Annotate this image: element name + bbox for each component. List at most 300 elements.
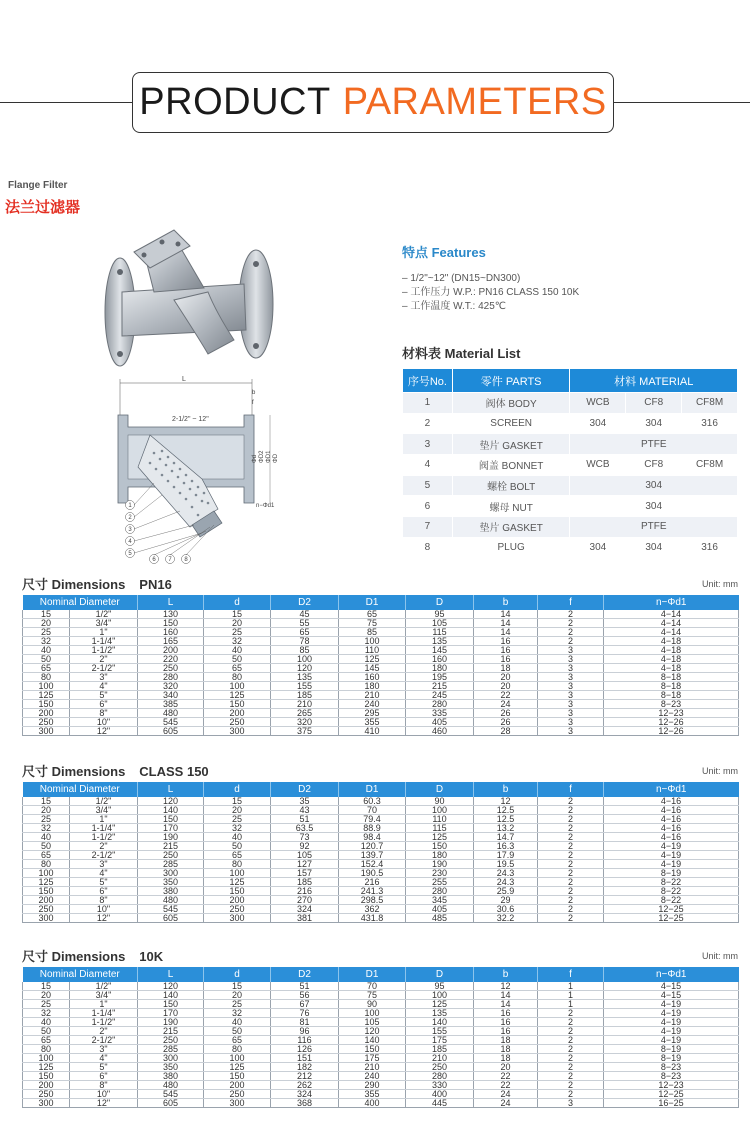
dimension-cell: 125: [406, 833, 474, 842]
dimension-row: [23, 1045, 739, 1054]
dimension-cell: 16: [474, 1027, 538, 1036]
dimension-table: [22, 967, 739, 1108]
dimension-cell: 185: [406, 1045, 474, 1054]
dimension-cell: 90: [406, 797, 474, 806]
dimension-cell: 88.9: [339, 824, 406, 833]
dimension-cell: 362: [339, 905, 406, 914]
dimension-header: b: [474, 967, 538, 982]
dimension-header: D1: [339, 595, 406, 610]
dimension-cell: 4−19: [604, 851, 739, 860]
dimension-cell: 50: [204, 655, 271, 664]
dimension-row: [23, 869, 739, 878]
material-row: [403, 517, 738, 538]
dimension-header: D1: [339, 782, 406, 797]
dimension-cell: 3: [538, 1099, 604, 1108]
dimension-cell: 8−19: [604, 869, 739, 878]
dimension-row: [23, 887, 739, 896]
dimension-cell: 50: [23, 842, 70, 851]
dimension-cell: 250: [138, 851, 204, 860]
part-callout-2: 2: [128, 515, 132, 521]
dimension-cell: 20: [204, 806, 271, 815]
dimension-cell: 10": [70, 1090, 138, 1099]
dimension-header: Nominal Diameter: [23, 595, 138, 610]
dimension-cell: 6": [70, 887, 138, 896]
dimension-cell: 14: [474, 628, 538, 637]
dimension-cell: 200: [138, 646, 204, 655]
dimension-cell: 2: [538, 1018, 604, 1027]
dimension-cell: 4−16: [604, 806, 739, 815]
dimension-row: [23, 1027, 739, 1036]
dimension-cell: 13.2: [474, 824, 538, 833]
dimension-cell: 215: [406, 682, 474, 691]
dimension-header: f: [538, 967, 604, 982]
dimension-cell: 3: [538, 718, 604, 727]
dimension-cell: 43: [271, 806, 339, 815]
dimension-cell: 125: [23, 691, 70, 700]
dimension-cell: 60.3: [339, 797, 406, 806]
dimension-cell: 255: [406, 878, 474, 887]
dimension-cell: 300: [138, 1054, 204, 1063]
dim-label-d: Φd: [252, 454, 258, 463]
dimension-cell: 51: [271, 982, 339, 991]
dimension-cell: 8": [70, 709, 138, 718]
material-no: 2: [403, 413, 453, 434]
page-title-word-1: PRODUCT: [139, 81, 331, 123]
dimension-cell: 250: [138, 1036, 204, 1045]
dimension-cell: 12.5: [474, 806, 538, 815]
material-part: 垫片 GASKET: [452, 517, 570, 538]
dimension-cell: 80: [23, 1045, 70, 1054]
dimension-row: [23, 833, 739, 842]
dimension-cell: 298.5: [339, 896, 406, 905]
material-no: 5: [403, 475, 453, 496]
dimension-cell: 4−14: [604, 610, 739, 619]
dimension-cell: 335: [406, 709, 474, 718]
dimension-cell: 155: [271, 682, 339, 691]
dimension-cell: 40: [204, 1018, 271, 1027]
dimension-cell: 140: [138, 991, 204, 1000]
dimension-row: [23, 1090, 739, 1099]
dimension-cell: 3: [538, 655, 604, 664]
dimension-cell: 16.3: [474, 842, 538, 851]
dim-label-D2: ΦD2: [259, 450, 265, 463]
dimension-cell: 120: [339, 1027, 406, 1036]
material-no: 1: [403, 393, 453, 414]
dimension-cell: 3/4": [70, 806, 138, 815]
dimension-cell: 127: [271, 860, 339, 869]
dimension-title: 尺寸 Dimensions: [22, 949, 126, 964]
dimension-cell: 15: [23, 610, 70, 619]
dimension-cell: 3: [538, 664, 604, 673]
dimension-cell: 150: [204, 1072, 271, 1081]
dimension-cell: 216: [339, 878, 406, 887]
dimension-cell: 160: [138, 628, 204, 637]
dimension-cell: 15: [204, 982, 271, 991]
dimension-cell: 8−23: [604, 1072, 739, 1081]
dimension-cell: 3: [538, 646, 604, 655]
dimension-cell: 2: [538, 1009, 604, 1018]
dimension-cell: 355: [339, 1090, 406, 1099]
dimension-cell: 81: [271, 1018, 339, 1027]
dimension-cell: 175: [339, 1054, 406, 1063]
dimension-cell: 2: [538, 1036, 604, 1045]
dimension-cell: 65: [339, 610, 406, 619]
dimension-cell: 3": [70, 1045, 138, 1054]
dimension-cell: 2: [538, 1072, 604, 1081]
dimension-cell: 210: [339, 1063, 406, 1072]
dimension-unit: Unit: mm: [702, 579, 738, 589]
dimension-cell: 2: [538, 1090, 604, 1099]
dimension-cell: 150: [138, 815, 204, 824]
dimension-cell: 110: [406, 815, 474, 824]
dimension-row: [23, 991, 739, 1000]
dimension-cell: 460: [406, 727, 474, 736]
dimension-row: [23, 646, 739, 655]
dimension-cell: 51: [271, 815, 339, 824]
dimension-cell: 216: [271, 887, 339, 896]
dimension-cell: 160: [406, 655, 474, 664]
dimension-cell: 40: [23, 1018, 70, 1027]
dimension-cell: 24.3: [474, 869, 538, 878]
dimension-cell: 135: [406, 637, 474, 646]
dimension-row: [23, 860, 739, 869]
dimension-cell: 265: [271, 709, 339, 718]
material-value: WCB: [570, 455, 626, 476]
dimension-cell: 80: [23, 673, 70, 682]
dimension-cell: 4−18: [604, 646, 739, 655]
dimension-cell: 3": [70, 673, 138, 682]
dimension-cell: 150: [406, 842, 474, 851]
dimension-cell: 605: [138, 1099, 204, 1108]
dimension-cell: 100: [406, 991, 474, 1000]
dimension-cell: 105: [271, 851, 339, 860]
dimension-cell: 120: [138, 797, 204, 806]
material-value: 316: [682, 413, 738, 434]
dimension-cell: 98.4: [339, 833, 406, 842]
dimension-cell: 280: [406, 1072, 474, 1081]
material-value: CF8M: [682, 393, 738, 414]
dim-label-b: b: [252, 390, 256, 396]
dimension-cell: 8−18: [604, 673, 739, 682]
dimension-row: [23, 851, 739, 860]
dimension-cell: 2: [538, 815, 604, 824]
dimension-cell: 14: [474, 619, 538, 628]
dimension-cell: 2": [70, 842, 138, 851]
dimension-header: d: [204, 967, 271, 982]
dimension-cell: 350: [138, 1063, 204, 1072]
dimension-cell: 210: [406, 1054, 474, 1063]
dimension-cell: 2": [70, 1027, 138, 1036]
dimension-cell: 4−18: [604, 637, 739, 646]
dimension-cell: 4−19: [604, 1036, 739, 1045]
dimension-cell: 40: [23, 646, 70, 655]
dimension-cell: 24.3: [474, 878, 538, 887]
dimension-cell: 32: [23, 637, 70, 646]
dimension-cell: 2: [538, 1063, 604, 1072]
dimension-cell: 4−19: [604, 1018, 739, 1027]
dimension-cell: 300: [23, 1099, 70, 1108]
dimension-cell: 605: [138, 727, 204, 736]
dimension-cell: 20: [23, 991, 70, 1000]
dimension-row: [23, 691, 739, 700]
dimension-header: L: [138, 967, 204, 982]
dimension-cell: 40: [204, 833, 271, 842]
dimension-row: [23, 896, 739, 905]
dimension-cell: 1-1/4": [70, 637, 138, 646]
dimension-cell: 115: [406, 824, 474, 833]
dimension-cell: 2: [538, 637, 604, 646]
feature-item: – 工作温度 W.T.: 425℃: [402, 301, 507, 312]
dimension-cell: 50: [23, 1027, 70, 1036]
dim-label-f: f: [252, 400, 254, 406]
dimension-row: [23, 878, 739, 887]
dimension-cell: 215: [138, 1027, 204, 1036]
material-value: 304: [626, 413, 682, 434]
dimension-cell: 100: [23, 1054, 70, 1063]
dimension-cell: 2: [538, 878, 604, 887]
dimension-cell: 320: [271, 718, 339, 727]
dimension-cell: 8−19: [604, 1054, 739, 1063]
material-value: CF8M: [682, 455, 738, 476]
dimension-cell: 605: [138, 914, 204, 923]
dimension-cell: 25: [23, 628, 70, 637]
dimension-header: D: [406, 595, 474, 610]
dimension-cell: 32.2: [474, 914, 538, 923]
dimension-cell: 4−18: [604, 664, 739, 673]
dimension-cell: 1/2": [70, 982, 138, 991]
dimension-cell: 12.5: [474, 815, 538, 824]
dimension-cell: 70: [339, 806, 406, 815]
dimension-cell: 12: [474, 797, 538, 806]
dimension-header: b: [474, 595, 538, 610]
dimension-cell: 212: [271, 1072, 339, 1081]
dimension-cell: 3: [538, 727, 604, 736]
material-row: [403, 434, 738, 455]
dimension-cell: 100: [339, 1009, 406, 1018]
dimension-cell: 12": [70, 914, 138, 923]
dimension-row: [23, 1081, 739, 1090]
dimension-cell: 185: [271, 691, 339, 700]
dimension-cell: 285: [138, 860, 204, 869]
dimension-cell: 120: [271, 664, 339, 673]
dimension-cell: 4": [70, 869, 138, 878]
dimension-cell: 250: [23, 718, 70, 727]
dimension-cell: 100: [23, 682, 70, 691]
dimension-cell: 25.9: [474, 887, 538, 896]
material-value: CF8: [626, 455, 682, 476]
dimension-cell: 215: [138, 842, 204, 851]
dimension-cell: 140: [406, 1018, 474, 1027]
dimension-cell: 28: [474, 727, 538, 736]
dimension-cell: 5": [70, 878, 138, 887]
dimension-cell: 2: [538, 1045, 604, 1054]
dimension-cell: 100: [339, 637, 406, 646]
dimension-cell: 125: [339, 655, 406, 664]
dimension-cell: 20: [474, 1063, 538, 1072]
material-part: SCREEN: [452, 413, 570, 434]
dimension-cell: 250: [204, 1090, 271, 1099]
dimension-cell: 125: [204, 1063, 271, 1072]
dimension-cell: 16: [474, 646, 538, 655]
dimension-cell: 245: [406, 691, 474, 700]
dimension-header: f: [538, 782, 604, 797]
dimension-standard: 10K: [139, 949, 164, 964]
dimension-header: D1: [339, 967, 406, 982]
dimension-cell: 4−14: [604, 619, 739, 628]
banner-line-right: [614, 102, 750, 103]
dimension-cell: 12−25: [604, 905, 739, 914]
part-callout-1: 1: [128, 503, 132, 509]
dimension-cell: 50: [23, 655, 70, 664]
dimension-cell: 290: [339, 1081, 406, 1090]
dimension-cell: 16: [474, 655, 538, 664]
dimension-cell: 12−26: [604, 727, 739, 736]
dimension-cell: 150: [204, 700, 271, 709]
dimension-cell: 32: [23, 1009, 70, 1018]
material-row: [403, 475, 738, 496]
dimension-header: L: [138, 782, 204, 797]
dimension-row: [23, 637, 739, 646]
dimension-cell: 85: [271, 646, 339, 655]
dimension-cell: 200: [23, 709, 70, 718]
material-part: 螺母 NUT: [452, 496, 570, 517]
dimension-cell: 79.4: [339, 815, 406, 824]
feature-item: – 1/2"~12" (DN15~DN300): [402, 273, 521, 284]
dimension-cell: 340: [138, 691, 204, 700]
dimension-cell: 65: [204, 1036, 271, 1045]
dimension-cell: 262: [271, 1081, 339, 1090]
dimension-header: d: [204, 595, 271, 610]
material-row: [403, 496, 738, 517]
dimension-cell: 1-1/2": [70, 1018, 138, 1027]
dimension-cell: 125: [406, 1000, 474, 1009]
dimension-unit: Unit: mm: [702, 766, 738, 776]
dimension-cell: 145: [339, 664, 406, 673]
dimension-unit: Unit: mm: [702, 951, 738, 961]
material-value: 304: [570, 413, 626, 434]
material-part: 阀体 BODY: [452, 393, 570, 414]
material-no: 6: [403, 496, 453, 517]
dimension-cell: 12−23: [604, 1081, 739, 1090]
dimension-cell: 200: [23, 1081, 70, 1090]
dimension-cell: 3/4": [70, 619, 138, 628]
dimension-cell: 1/2": [70, 610, 138, 619]
dimension-cell: 20: [204, 619, 271, 628]
dimension-row: [23, 1054, 739, 1063]
material-value: PTFE: [570, 434, 738, 455]
dimension-cell: 480: [138, 896, 204, 905]
dimension-table: [22, 595, 739, 736]
dimension-cell: 67: [271, 1000, 339, 1009]
dimension-cell: 280: [406, 700, 474, 709]
dimension-cell: 1": [70, 628, 138, 637]
dimension-cell: 18: [474, 1036, 538, 1045]
dimension-cell: 355: [339, 718, 406, 727]
dimension-cell: 220: [138, 655, 204, 664]
dim-label-bolt-holes: n−Φd1: [256, 503, 275, 509]
dimension-cell: 55: [271, 619, 339, 628]
material-part: 螺栓 BOLT: [452, 475, 570, 496]
dimension-cell: 152.4: [339, 860, 406, 869]
dimension-cell: 150: [138, 1000, 204, 1009]
dimension-cell: 120: [138, 982, 204, 991]
product-name-cn: 法兰过滤器: [5, 199, 81, 216]
dimension-section-title: [22, 761, 209, 780]
dimension-cell: 368: [271, 1099, 339, 1108]
dimension-cell: 2: [538, 887, 604, 896]
dimension-cell: 135: [271, 673, 339, 682]
dimension-cell: 18: [474, 1054, 538, 1063]
dimension-cell: 8−22: [604, 878, 739, 887]
dimension-cell: 15: [23, 797, 70, 806]
dimension-section-title: [22, 574, 172, 593]
features-list: [402, 272, 579, 314]
dimension-cell: 3: [538, 673, 604, 682]
dimension-cell: 65: [204, 664, 271, 673]
dimension-cell: 80: [23, 860, 70, 869]
material-value: WCB: [570, 393, 626, 414]
dimension-cell: 2: [538, 628, 604, 637]
dimension-cell: 18: [474, 1045, 538, 1054]
dimension-cell: 16: [474, 1018, 538, 1027]
dimension-cell: 4−18: [604, 655, 739, 664]
dimension-cell: 250: [23, 905, 70, 914]
dimension-cell: 3: [538, 691, 604, 700]
dimension-table: [22, 782, 739, 923]
dimension-cell: 151: [271, 1054, 339, 1063]
dimension-cell: 140: [138, 806, 204, 815]
dimension-cell: 56: [271, 991, 339, 1000]
dimension-cell: 480: [138, 709, 204, 718]
dimension-cell: 8−23: [604, 1063, 739, 1072]
dimension-cell: 6": [70, 1072, 138, 1081]
dimension-cell: 4−16: [604, 815, 739, 824]
material-value: PTFE: [570, 517, 738, 538]
dimension-cell: 190: [138, 1018, 204, 1027]
dimension-cell: 100: [204, 682, 271, 691]
dimension-cell: 4": [70, 682, 138, 691]
dimension-cell: 4−16: [604, 797, 739, 806]
dimension-cell: 50: [204, 842, 271, 851]
dimension-cell: 24: [474, 1099, 538, 1108]
dimension-cell: 22: [474, 1072, 538, 1081]
dimension-cell: 2: [538, 905, 604, 914]
dimension-cell: 200: [204, 1081, 271, 1090]
dimension-cell: 24: [474, 700, 538, 709]
dimension-cell: 145: [406, 646, 474, 655]
dimension-header: n−Φd1: [604, 782, 739, 797]
dimension-cell: 240: [339, 700, 406, 709]
dimension-cell: 2: [538, 851, 604, 860]
dimension-cell: 12−25: [604, 914, 739, 923]
material-table: [402, 368, 738, 559]
dimension-cell: 375: [271, 727, 339, 736]
material-no: 7: [403, 517, 453, 538]
dimension-cell: 20: [204, 991, 271, 1000]
dimension-cell: 2: [538, 1054, 604, 1063]
dimension-cell: 2: [538, 869, 604, 878]
dimension-cell: 120.7: [339, 842, 406, 851]
dimension-cell: 8−18: [604, 682, 739, 691]
dimension-cell: 12−23: [604, 709, 739, 718]
dimension-cell: 1: [538, 982, 604, 991]
page-title-word-2: PARAMETERS: [342, 81, 607, 123]
dimension-cell: 105: [339, 1018, 406, 1027]
dimension-cell: 16−25: [604, 1099, 739, 1108]
dimension-cell: 8−23: [604, 700, 739, 709]
dimension-cell: 19.5: [474, 860, 538, 869]
dimension-cell: 2": [70, 655, 138, 664]
